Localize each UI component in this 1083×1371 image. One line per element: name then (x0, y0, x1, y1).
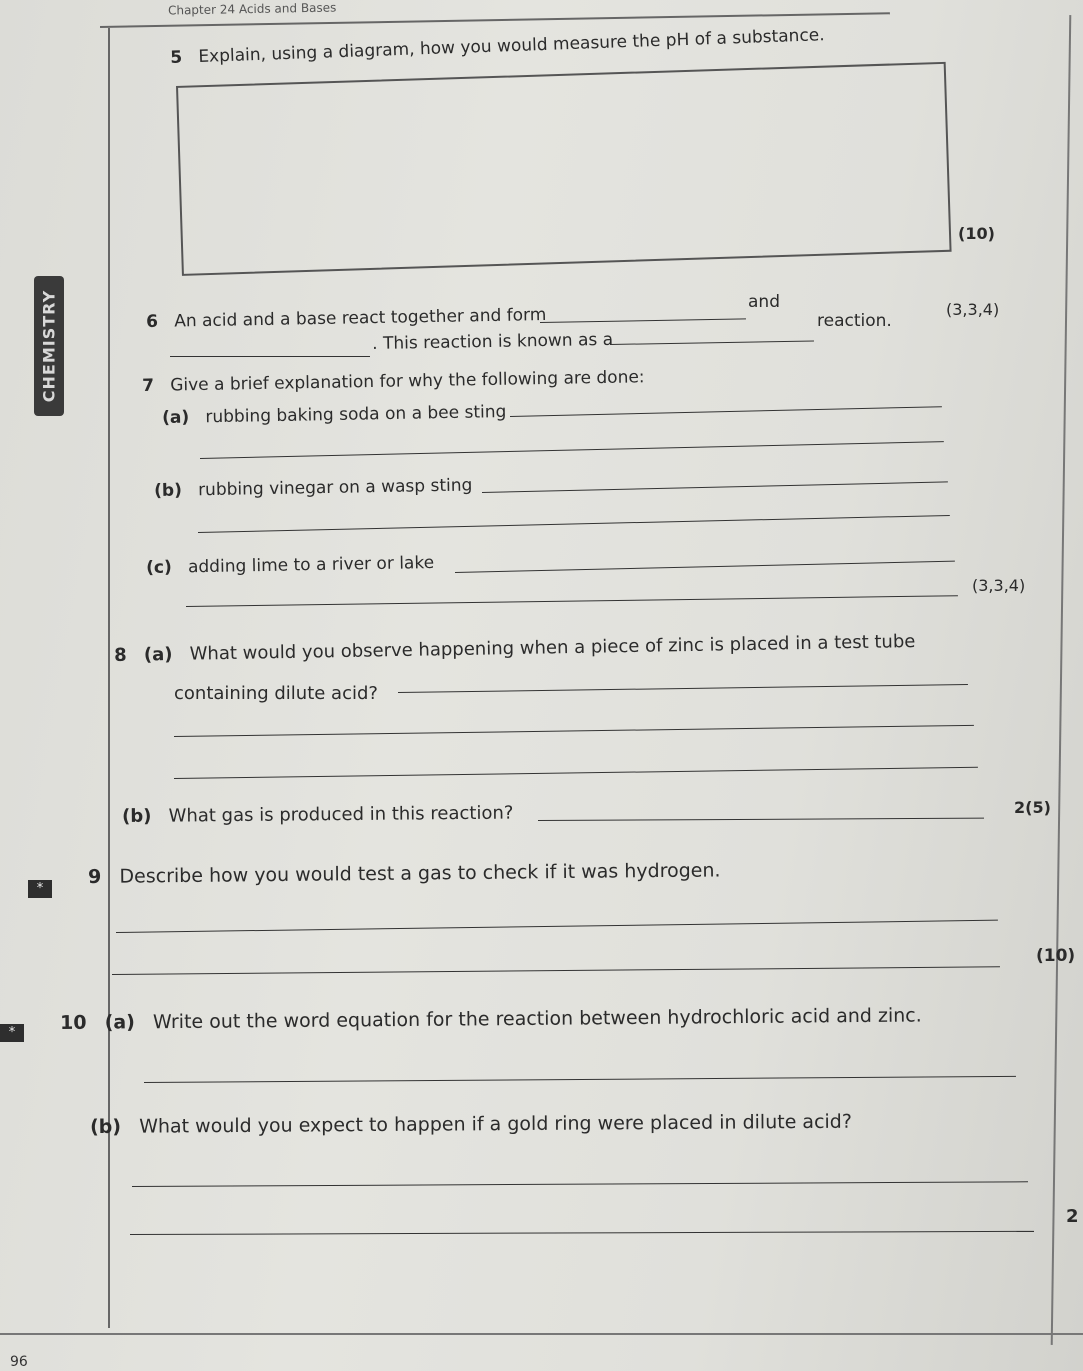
question-6-answer-line-2[interactable] (170, 356, 370, 357)
question-7b-answer-line-2[interactable] (198, 515, 950, 533)
question-10a-text: Write out the word equation for the reaction between hydrochloric acid and zinc. (152, 1004, 922, 1034)
question-10a-label: (a) (104, 1011, 135, 1034)
question-7-marks: (3,3,4) (972, 576, 1026, 595)
question-7b-label: (b) (154, 480, 183, 501)
question-7c-answer-line-2[interactable] (186, 595, 958, 607)
question-6-number: 6 (146, 311, 159, 332)
question-5 (170, 25, 825, 68)
question-9-answer-line-1[interactable] (116, 920, 998, 933)
question-8a-text-1: What would you observe happening when a piece of zinc is placed in a test tube (189, 631, 916, 665)
question-6-answer-line-3[interactable] (610, 340, 814, 345)
question-7b-answer-line-1[interactable] (482, 481, 948, 493)
question-8b-label: (b) (122, 805, 152, 827)
question-8b (122, 803, 513, 827)
question-9 (88, 859, 721, 888)
frame-right-border (1051, 15, 1072, 1345)
question-5-text: Explain, using a diagram, how you would measure the pH of a substance. (198, 25, 825, 68)
question-9-text: Describe how you would test a gas to check if it was hydrogen. (119, 859, 721, 888)
question-5-number: 5 (170, 47, 183, 68)
chapter-header: Chapter 24 Acids and Bases (167, 0, 337, 18)
question-8a-line-1 (114, 631, 916, 666)
question-6-answer-line-1[interactable] (540, 318, 746, 323)
frame-bottom-border (0, 1333, 1083, 1335)
question-10b-answer-line-2[interactable] (130, 1231, 1034, 1235)
question-10b-answer-line-1[interactable] (132, 1181, 1028, 1187)
star-badge-q9: * (28, 880, 52, 898)
question-7b-text: rubbing vinegar on a wasp sting (197, 475, 473, 501)
question-6-text-a: An acid and a base react together and form (174, 305, 547, 332)
question-6-marks: (3,3,4) (946, 300, 1000, 319)
question-10b-label: (b) (90, 1115, 122, 1138)
question-10a-answer-line[interactable] (144, 1076, 1016, 1083)
question-7c-answer-line-1[interactable] (455, 561, 955, 573)
question-6-text-b: . This reaction is known as a (372, 329, 614, 354)
question-8-marks: 2(5) (1014, 798, 1051, 817)
question-7a-text: rubbing baking soda on a bee sting (205, 401, 507, 428)
question-10b-text: What would you expect to happen if a gold ring were placed in dilute acid? (139, 1110, 852, 1138)
question-10-marks: 2 (1066, 1206, 1079, 1227)
question-8a-answer-line-1[interactable] (398, 684, 968, 693)
star-badge-q10: * (0, 1024, 24, 1042)
question-6-line-1 (146, 305, 547, 332)
side-tab-label: CHEMISTRY (39, 289, 59, 403)
question-10b (90, 1111, 852, 1138)
question-7-text: Give a brief explanation for why the following are done: (170, 367, 645, 396)
question-7b (154, 475, 472, 501)
question-5-marks: (10) (958, 224, 995, 243)
question-8-number: 8 (114, 644, 127, 666)
question-7-number: 7 (142, 375, 155, 396)
question-9-answer-line-2[interactable] (112, 966, 1000, 975)
diagram-answer-box[interactable] (176, 62, 952, 276)
question-7c-text: adding lime to a river or lake (187, 552, 435, 578)
question-8b-text: What gas is produced in this reaction? (168, 802, 514, 827)
question-8a-label: (a) (143, 643, 173, 666)
question-7 (142, 367, 645, 396)
question-8a-answer-line-2[interactable] (174, 725, 974, 737)
question-7a-label: (a) (162, 407, 190, 428)
question-7c-label: (c) (146, 557, 172, 578)
page-number: 96 (10, 1354, 28, 1370)
question-10-number: 10 (60, 1011, 87, 1034)
question-8a-answer-line-3[interactable] (174, 767, 978, 779)
question-6-and: and (748, 292, 780, 312)
question-9-number: 9 (88, 865, 102, 888)
question-10a (60, 1004, 922, 1034)
question-7a-answer-line-1[interactable] (510, 406, 942, 417)
question-6-reaction: reaction. (817, 311, 892, 331)
question-7a-answer-line-2[interactable] (200, 441, 944, 459)
question-7a (162, 402, 507, 428)
question-8a-text-2: containing dilute acid? (174, 683, 378, 704)
question-7c (146, 553, 434, 578)
question-8b-answer-line[interactable] (538, 818, 984, 821)
question-9-marks: (10) (1036, 946, 1076, 966)
